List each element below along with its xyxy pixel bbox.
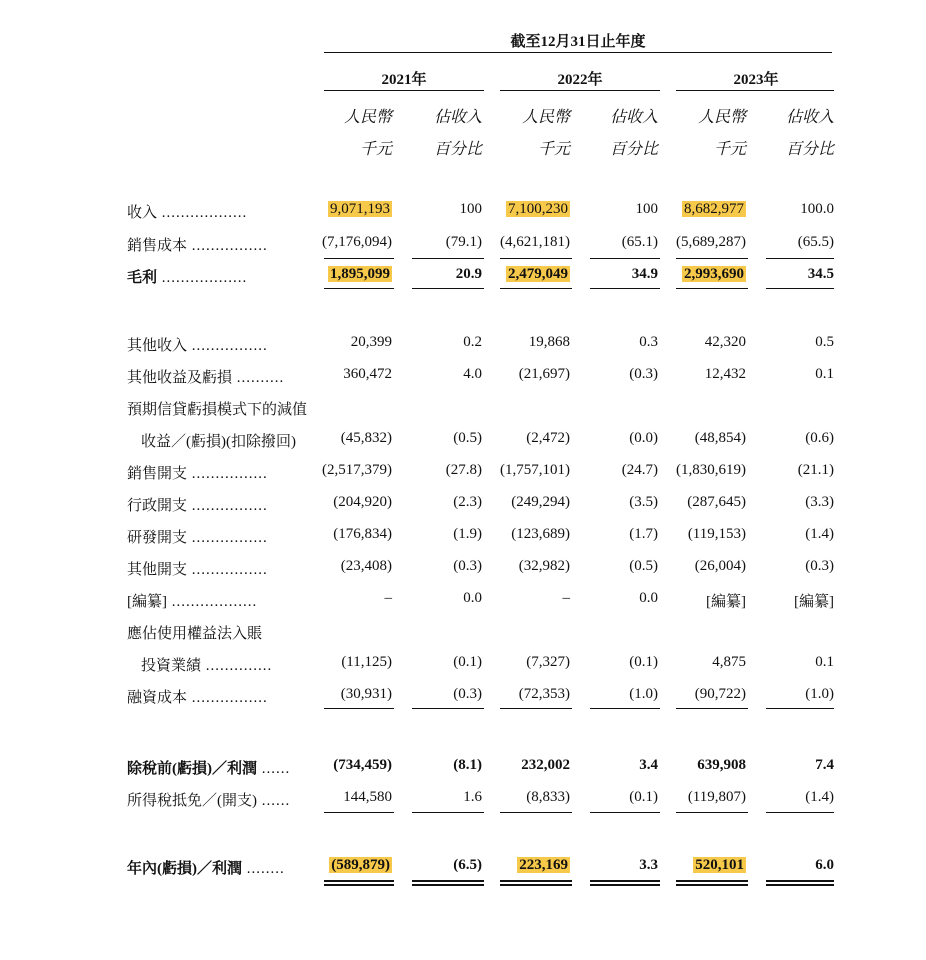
row-label bbox=[127, 789, 290, 810]
unit-label-2023: 千元 bbox=[713, 141, 746, 158]
cell-value: (1.4) bbox=[805, 526, 834, 542]
cell-value: 0.1 bbox=[815, 654, 834, 670]
row-label bbox=[127, 558, 268, 579]
percent-cell bbox=[453, 757, 482, 774]
percent-cell bbox=[629, 654, 658, 671]
row-label bbox=[141, 654, 272, 675]
cell-value: (0.1) bbox=[453, 654, 482, 670]
row-label-text: 所得稅抵免／(開支) bbox=[127, 793, 257, 809]
leader-dots: ................ bbox=[187, 498, 268, 514]
cell-value: (90,722) bbox=[694, 686, 746, 702]
leader-dots: ................ bbox=[187, 530, 268, 546]
cell-value: 100 bbox=[635, 201, 658, 217]
cell-value: 7.4 bbox=[815, 757, 834, 773]
cell-value: 100.0 bbox=[800, 201, 834, 217]
pct-label-2022: 佔收入 bbox=[609, 109, 658, 126]
row-label-text: 預期信貸虧損模式下的減值 bbox=[127, 402, 308, 418]
row-label bbox=[127, 686, 268, 707]
cell-value: 4.0 bbox=[463, 366, 482, 382]
amount-cell bbox=[343, 789, 392, 806]
cell-value: (2.3) bbox=[453, 494, 482, 510]
percent-cell bbox=[453, 494, 482, 511]
leader-dots: .................. bbox=[157, 205, 248, 221]
amount-cell bbox=[322, 462, 392, 479]
single-underline bbox=[412, 258, 484, 259]
cell-value: 7,100,230 bbox=[508, 201, 568, 217]
cell-value: (1.4) bbox=[805, 789, 834, 805]
amount-cell bbox=[322, 234, 392, 251]
percent-cell bbox=[629, 526, 658, 543]
percent-cell bbox=[446, 462, 482, 479]
amount-cell bbox=[333, 494, 392, 511]
percent-cell bbox=[622, 234, 658, 251]
cell-value: (3.3) bbox=[805, 494, 834, 510]
single-underline bbox=[324, 288, 394, 289]
leader-dots: .................. bbox=[167, 594, 258, 610]
cell-value: 232,002 bbox=[521, 757, 570, 773]
row-label-text: 毛利 bbox=[127, 270, 158, 286]
percent-cell bbox=[815, 857, 834, 874]
percent-cell bbox=[805, 558, 834, 575]
cell-value: 520,101 bbox=[695, 857, 744, 873]
amount-cell bbox=[695, 686, 746, 703]
percent-cell bbox=[460, 201, 483, 218]
percent-cell bbox=[815, 366, 834, 383]
row-label bbox=[127, 462, 268, 483]
cell-value: (0.6) bbox=[805, 430, 834, 446]
single-underline bbox=[676, 708, 748, 709]
amount-cell bbox=[676, 234, 746, 251]
single-underline bbox=[766, 288, 834, 289]
leader-dots: ................ bbox=[187, 466, 268, 482]
cell-value: (2,472) bbox=[526, 430, 570, 446]
amount-cell bbox=[526, 430, 570, 447]
cell-value: 34.9 bbox=[631, 266, 658, 282]
amount-cell bbox=[506, 201, 570, 218]
single-underline bbox=[676, 288, 748, 289]
cell-value: (1,757,101) bbox=[500, 462, 570, 478]
percent-cell bbox=[639, 334, 658, 351]
row-label bbox=[127, 266, 247, 287]
year-2023: 2023年 bbox=[733, 72, 779, 88]
cell-value: (21,697) bbox=[518, 366, 570, 382]
double-underline bbox=[590, 880, 660, 886]
row-label-text: 收益／(虧損)(扣除撥回) bbox=[141, 434, 296, 450]
row-label-text: 年內(虧損)／利潤 bbox=[127, 861, 242, 877]
cell-value: (1.7) bbox=[629, 526, 658, 542]
cell-value: 0.3 bbox=[639, 334, 658, 350]
year-2022-rule bbox=[500, 90, 660, 91]
cell-value: (123,689) bbox=[511, 526, 570, 542]
amount-cell bbox=[500, 462, 570, 479]
percent-cell bbox=[463, 334, 482, 351]
percent-cell bbox=[805, 789, 834, 806]
cell-value: (119,807) bbox=[687, 789, 746, 805]
percent-cell bbox=[463, 366, 482, 383]
cell-value: (0.3) bbox=[629, 366, 658, 382]
pct-label-2023: 佔收入 bbox=[785, 109, 834, 126]
percent-cell bbox=[639, 857, 658, 874]
single-underline bbox=[412, 708, 484, 709]
single-underline bbox=[590, 258, 660, 259]
single-underline bbox=[676, 812, 748, 813]
amount-cell bbox=[712, 654, 746, 671]
single-underline bbox=[500, 258, 572, 259]
amount-cell bbox=[343, 366, 392, 383]
amount-cell bbox=[519, 366, 570, 383]
percent-cell bbox=[798, 462, 834, 479]
cell-value: 0.5 bbox=[815, 334, 834, 350]
cell-value: (0.5) bbox=[453, 430, 482, 446]
row-label bbox=[127, 366, 284, 387]
cell-value: 3.3 bbox=[639, 857, 658, 873]
row-label bbox=[127, 398, 307, 419]
single-underline bbox=[412, 288, 484, 289]
leader-dots: ........ bbox=[242, 861, 285, 877]
cell-value: (589,879) bbox=[331, 857, 390, 873]
amount-cell bbox=[333, 526, 392, 543]
single-underline bbox=[590, 812, 660, 813]
year-2021-rule bbox=[324, 90, 484, 91]
cell-value: 4,875 bbox=[712, 654, 746, 670]
row-label bbox=[127, 201, 247, 222]
cell-value: (204,920) bbox=[333, 494, 392, 510]
pct-label-2021: 佔收入 bbox=[433, 109, 482, 126]
percent-cell bbox=[629, 366, 658, 383]
cell-value: 0.2 bbox=[463, 334, 482, 350]
cell-value: (0.3) bbox=[453, 558, 482, 574]
percent-cell bbox=[446, 234, 482, 251]
cell-value: 20.9 bbox=[455, 266, 482, 282]
row-label bbox=[127, 234, 268, 255]
percent-cell bbox=[456, 266, 482, 283]
single-underline bbox=[590, 708, 660, 709]
amount-cell bbox=[682, 201, 746, 218]
row-label-text: 其他收益及虧損 bbox=[127, 370, 233, 386]
cell-value: (6.5) bbox=[453, 857, 482, 873]
cell-value: (0.3) bbox=[453, 686, 482, 702]
row-label bbox=[127, 757, 290, 778]
row-label bbox=[127, 334, 268, 355]
amount-cell bbox=[506, 266, 570, 283]
single-underline bbox=[324, 812, 394, 813]
cell-value: – bbox=[384, 590, 392, 606]
cell-value: 100 bbox=[459, 201, 482, 217]
amount-cell bbox=[519, 558, 570, 575]
percent-cell bbox=[798, 234, 834, 251]
double-underline bbox=[324, 880, 394, 886]
single-underline bbox=[766, 258, 834, 259]
cell-value: (176,834) bbox=[333, 526, 392, 542]
percent-cell bbox=[453, 686, 482, 703]
unit-label-2021: 千元 bbox=[359, 141, 392, 158]
amount-cell bbox=[697, 757, 746, 774]
year-2021: 2021年 bbox=[381, 72, 427, 88]
amount-cell bbox=[526, 654, 570, 671]
year-2023-rule bbox=[676, 90, 834, 91]
cell-value: 144,580 bbox=[343, 789, 392, 805]
cell-value: (1.9) bbox=[453, 526, 482, 542]
percent-cell bbox=[808, 266, 834, 283]
leader-dots: ...... bbox=[257, 761, 291, 777]
cell-value: 1.6 bbox=[463, 789, 482, 805]
amount-cell bbox=[351, 334, 392, 351]
single-underline bbox=[324, 708, 394, 709]
percent-cell bbox=[463, 789, 482, 806]
cell-value: (8,833) bbox=[526, 789, 570, 805]
leader-dots: ................ bbox=[187, 338, 268, 354]
percent-cell bbox=[815, 654, 834, 671]
percent-cell bbox=[805, 526, 834, 543]
cell-value: (11,125) bbox=[341, 654, 392, 670]
row-label-text: 其他收入 bbox=[127, 338, 188, 354]
row-label-text: 其他開支 bbox=[127, 562, 188, 578]
row-label-text: 行政開支 bbox=[127, 498, 188, 514]
year-2022: 2022年 bbox=[557, 72, 603, 88]
cell-value: (26,004) bbox=[694, 558, 746, 574]
percent-cell bbox=[632, 266, 658, 283]
percent-cell bbox=[805, 430, 834, 447]
amount-cell bbox=[333, 757, 392, 774]
amount-cell bbox=[521, 757, 570, 774]
cell-value: 12,432 bbox=[704, 366, 746, 382]
percent-cell bbox=[463, 590, 482, 607]
cell-value: (249,294) bbox=[511, 494, 570, 510]
amount-cell bbox=[328, 266, 392, 283]
percent-cell bbox=[453, 526, 482, 543]
amount-cell bbox=[687, 494, 746, 511]
cell-value: 223,169 bbox=[519, 857, 568, 873]
currency-label-2021: 人民幣 bbox=[343, 109, 392, 126]
cell-value: 1,895,099 bbox=[330, 266, 390, 282]
percent-cell bbox=[629, 494, 658, 511]
cell-value: 34.5 bbox=[807, 266, 834, 282]
cell-value: (5,689,287) bbox=[676, 234, 746, 250]
row-label-text: 銷售開支 bbox=[127, 466, 188, 482]
single-underline bbox=[324, 258, 394, 259]
cell-value: 42,320 bbox=[704, 334, 746, 350]
cell-value: 2,479,049 bbox=[508, 266, 568, 282]
cell-value: – bbox=[562, 590, 570, 606]
amount-cell bbox=[500, 234, 570, 251]
percent-cell bbox=[815, 757, 834, 774]
row-label-text: [編纂] bbox=[127, 594, 167, 610]
cell-value: (7,327) bbox=[526, 654, 570, 670]
percent-cell bbox=[639, 590, 658, 607]
single-underline bbox=[412, 812, 484, 813]
cell-value: (287,645) bbox=[687, 494, 746, 510]
currency-label-2023: 人民幣 bbox=[697, 109, 746, 126]
period-heading: 截至12月31日止年度 bbox=[510, 34, 646, 50]
amount-cell bbox=[682, 266, 746, 283]
percent-cell bbox=[453, 857, 482, 874]
leader-dots: .......... bbox=[232, 370, 285, 386]
amount-cell bbox=[526, 789, 570, 806]
cell-value: 20,399 bbox=[350, 334, 392, 350]
amount-cell bbox=[695, 430, 746, 447]
percent-cell bbox=[629, 686, 658, 703]
cell-value: (24.7) bbox=[621, 462, 658, 478]
amount-cell bbox=[706, 590, 746, 611]
pct-unit-2021: 百分比 bbox=[433, 141, 482, 158]
cell-value: (0.0) bbox=[629, 430, 658, 446]
row-label-text: 除稅前(虧損)／利潤 bbox=[127, 761, 257, 777]
amount-cell bbox=[695, 558, 746, 575]
percent-cell bbox=[453, 558, 482, 575]
cell-value: (8.1) bbox=[453, 757, 482, 773]
cell-value: (2,517,379) bbox=[322, 462, 392, 478]
cell-value: (1.0) bbox=[629, 686, 658, 702]
amount-cell bbox=[688, 526, 746, 543]
cell-value: 639,908 bbox=[697, 757, 746, 773]
cell-value: 6.0 bbox=[815, 857, 834, 873]
double-underline bbox=[766, 880, 834, 886]
leader-dots: ................ bbox=[187, 562, 268, 578]
cell-value: (3.5) bbox=[629, 494, 658, 510]
amount-cell bbox=[385, 590, 393, 607]
amount-cell bbox=[529, 334, 570, 351]
leader-dots: ................ bbox=[187, 238, 268, 254]
period-rule bbox=[324, 52, 832, 53]
percent-cell bbox=[629, 558, 658, 575]
cell-value: 3.4 bbox=[639, 757, 658, 773]
cell-value: (65.5) bbox=[797, 234, 834, 250]
percent-cell bbox=[815, 334, 834, 351]
row-label-text: 研發開支 bbox=[127, 530, 188, 546]
cell-value: (79.1) bbox=[445, 234, 482, 250]
percent-cell bbox=[453, 654, 482, 671]
cell-value: 2,993,690 bbox=[684, 266, 744, 282]
cell-value: (1,830,619) bbox=[676, 462, 746, 478]
amount-cell bbox=[329, 857, 392, 874]
double-underline bbox=[500, 880, 572, 886]
amount-cell bbox=[676, 462, 746, 479]
cell-value: (7,176,094) bbox=[322, 234, 392, 250]
amount-cell bbox=[328, 201, 392, 218]
double-underline bbox=[412, 880, 484, 886]
cell-value: [編纂] bbox=[794, 594, 834, 610]
cell-value: (0.1) bbox=[629, 789, 658, 805]
cell-value: (23,408) bbox=[340, 558, 392, 574]
cell-value: 0.1 bbox=[815, 366, 834, 382]
percent-cell bbox=[794, 590, 834, 611]
single-underline bbox=[766, 708, 834, 709]
cell-value: (4,621,181) bbox=[500, 234, 570, 250]
cell-value: 8,682,977 bbox=[684, 201, 744, 217]
percent-cell bbox=[622, 462, 658, 479]
row-label-text: 收入 bbox=[127, 205, 158, 221]
pct-unit-2022: 百分比 bbox=[609, 141, 658, 158]
cell-value: 19,868 bbox=[528, 334, 570, 350]
cell-value: (72,353) bbox=[518, 686, 570, 702]
single-underline bbox=[676, 258, 748, 259]
cell-value: 0.0 bbox=[639, 590, 658, 606]
row-label-text: 應佔使用權益法入賬 bbox=[127, 626, 263, 642]
single-underline bbox=[500, 812, 572, 813]
amount-cell bbox=[341, 430, 392, 447]
percent-cell bbox=[805, 686, 834, 703]
row-label bbox=[141, 430, 296, 451]
percent-cell bbox=[639, 757, 658, 774]
row-label bbox=[127, 494, 268, 515]
unit-label-2022: 千元 bbox=[537, 141, 570, 158]
cell-value: 9,071,193 bbox=[330, 201, 390, 217]
percent-cell bbox=[453, 430, 482, 447]
cell-value: (65.1) bbox=[621, 234, 658, 250]
pct-unit-2023: 百分比 bbox=[785, 141, 834, 158]
currency-label-2022: 人民幣 bbox=[521, 109, 570, 126]
leader-dots: .................. bbox=[157, 270, 248, 286]
cell-value: (0.5) bbox=[629, 558, 658, 574]
row-label-text: 融資成本 bbox=[127, 690, 188, 706]
double-underline bbox=[676, 880, 748, 886]
cell-value: (27.8) bbox=[445, 462, 482, 478]
single-underline bbox=[500, 708, 572, 709]
cell-value: 0.0 bbox=[463, 590, 482, 606]
cell-value: (21.1) bbox=[797, 462, 834, 478]
row-label-text: 銷售成本 bbox=[127, 238, 188, 254]
cell-value: [編纂] bbox=[706, 594, 746, 610]
amount-cell bbox=[688, 789, 746, 806]
cell-value: (45,832) bbox=[340, 430, 392, 446]
row-label bbox=[127, 526, 268, 547]
cell-value: (1.0) bbox=[805, 686, 834, 702]
cell-value: (32,982) bbox=[518, 558, 570, 574]
row-label bbox=[127, 590, 257, 611]
row-label-text: 投資業績 bbox=[141, 658, 202, 674]
single-underline bbox=[590, 288, 660, 289]
amount-cell bbox=[517, 857, 570, 874]
cell-value: (30,931) bbox=[340, 686, 392, 702]
cell-value: (734,459) bbox=[333, 757, 392, 773]
amount-cell bbox=[341, 654, 392, 671]
cell-value: 360,472 bbox=[343, 366, 392, 382]
cell-value: (0.1) bbox=[629, 654, 658, 670]
amount-cell bbox=[563, 590, 571, 607]
amount-cell bbox=[511, 526, 570, 543]
percent-cell bbox=[805, 494, 834, 511]
cell-value: (0.3) bbox=[805, 558, 834, 574]
leader-dots: ...... bbox=[257, 793, 291, 809]
percent-cell bbox=[629, 789, 658, 806]
amount-cell bbox=[511, 494, 570, 511]
amount-cell bbox=[693, 857, 746, 874]
cell-value: (119,153) bbox=[687, 526, 746, 542]
percent-cell bbox=[800, 201, 834, 218]
amount-cell bbox=[341, 686, 392, 703]
amount-cell bbox=[705, 334, 746, 351]
single-underline bbox=[766, 812, 834, 813]
amount-cell bbox=[519, 686, 570, 703]
percent-cell bbox=[636, 201, 659, 218]
amount-cell bbox=[341, 558, 392, 575]
cell-value: (48,854) bbox=[694, 430, 746, 446]
single-underline bbox=[500, 288, 572, 289]
leader-dots: .............. bbox=[201, 658, 273, 674]
row-label bbox=[127, 622, 262, 643]
leader-dots: ................ bbox=[187, 690, 268, 706]
amount-cell bbox=[705, 366, 746, 383]
row-label bbox=[127, 857, 285, 878]
percent-cell bbox=[629, 430, 658, 447]
